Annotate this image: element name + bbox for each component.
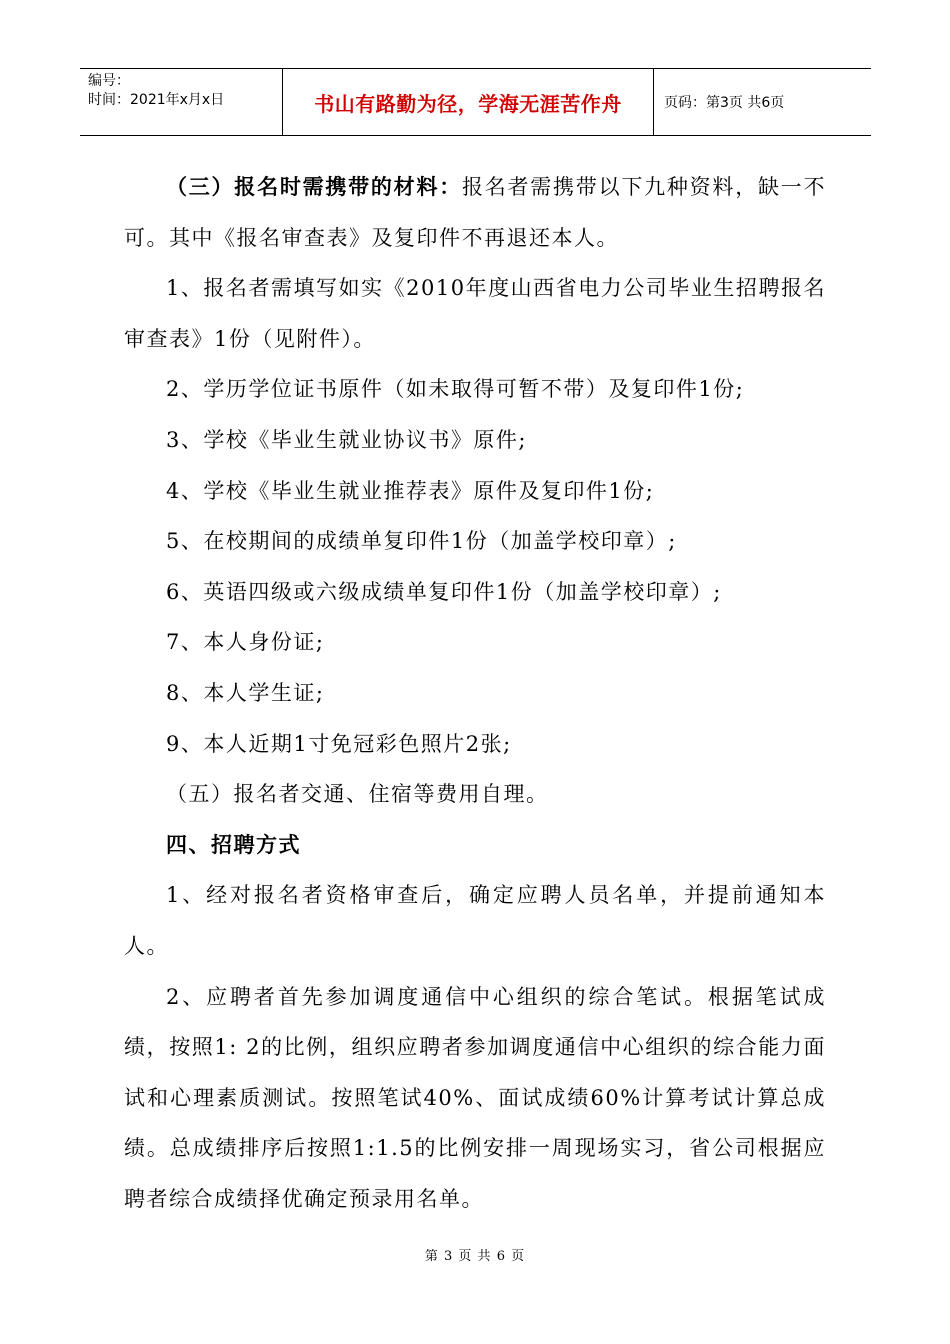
list-item-3: 3、学校《毕业生就业协议书》原件; [166, 427, 527, 452]
header-page-code: 页码：第3页 共6页 [664, 95, 785, 111]
section-3-text: 报名者需携带以下九种资料，缺一不可。其中《报名审查表》及复印件不再退还本人。 [124, 175, 827, 250]
section-3-paragraph [124, 162, 826, 263]
list-item-1: 1、报名者需填写如实《2010年度山西省电力公司毕业生招聘报名审查表》1份（见附件）。 [124, 276, 826, 351]
header-motto: 书山有路勤为径，学海无涯苦作舟 [283, 69, 654, 135]
section-4-heading: 四、招聘方式 [166, 832, 301, 857]
list-item-8: 8、本人学生证; [166, 680, 325, 705]
header-meta [80, 69, 283, 135]
section-5-paragraph: （五）报名者交通、住宿等费用自理。 [166, 782, 549, 807]
list-item-2: 2、学历学位证书原件（如未取得可暂不带）及复印件1份; [166, 377, 745, 402]
list-item-6: 6、英语四级或六级成绩单复印件1份（加盖学校印章）; [166, 579, 722, 604]
document-body [124, 162, 826, 1224]
list-item-9: 9、本人近期1寸免冠彩色照片2张; [166, 731, 512, 756]
page-footer: 第 3 页 共 6 页 [424, 1249, 526, 1264]
document-number-label: 编号： [88, 73, 130, 89]
document-date: 时间：2021年x月x日 [88, 92, 225, 108]
list-item-4: 4、学校《毕业生就业推荐表》原件及复印件1份; [166, 478, 655, 503]
page-header [80, 68, 871, 136]
method-item-1: 1、经对报名者资格审查后，确定应聘人员名单，并提前通知本人。 [124, 883, 826, 958]
method-item-2: 2、应聘者首先参加调度通信中心组织的综合笔试。根据笔试成绩，按照1: 2的比例，组织应聘者参加调度通信中心组织的综合能力面试和心理素质测试。按照笔试40%、面试成绩60%计算考试计算总成绩。总成绩排序后按照1:1.5的比例安排一周现场实习，省公司根据应聘者综合成绩择优确定预录用名单。 [124, 984, 826, 1211]
list-item-5: 5、在校期间的成绩单复印件1份（加盖学校印章）; [166, 529, 677, 554]
list-item-7: 7、本人身份证; [166, 630, 325, 655]
section-3-heading: （三）报名时需携带的材料： [166, 175, 462, 199]
